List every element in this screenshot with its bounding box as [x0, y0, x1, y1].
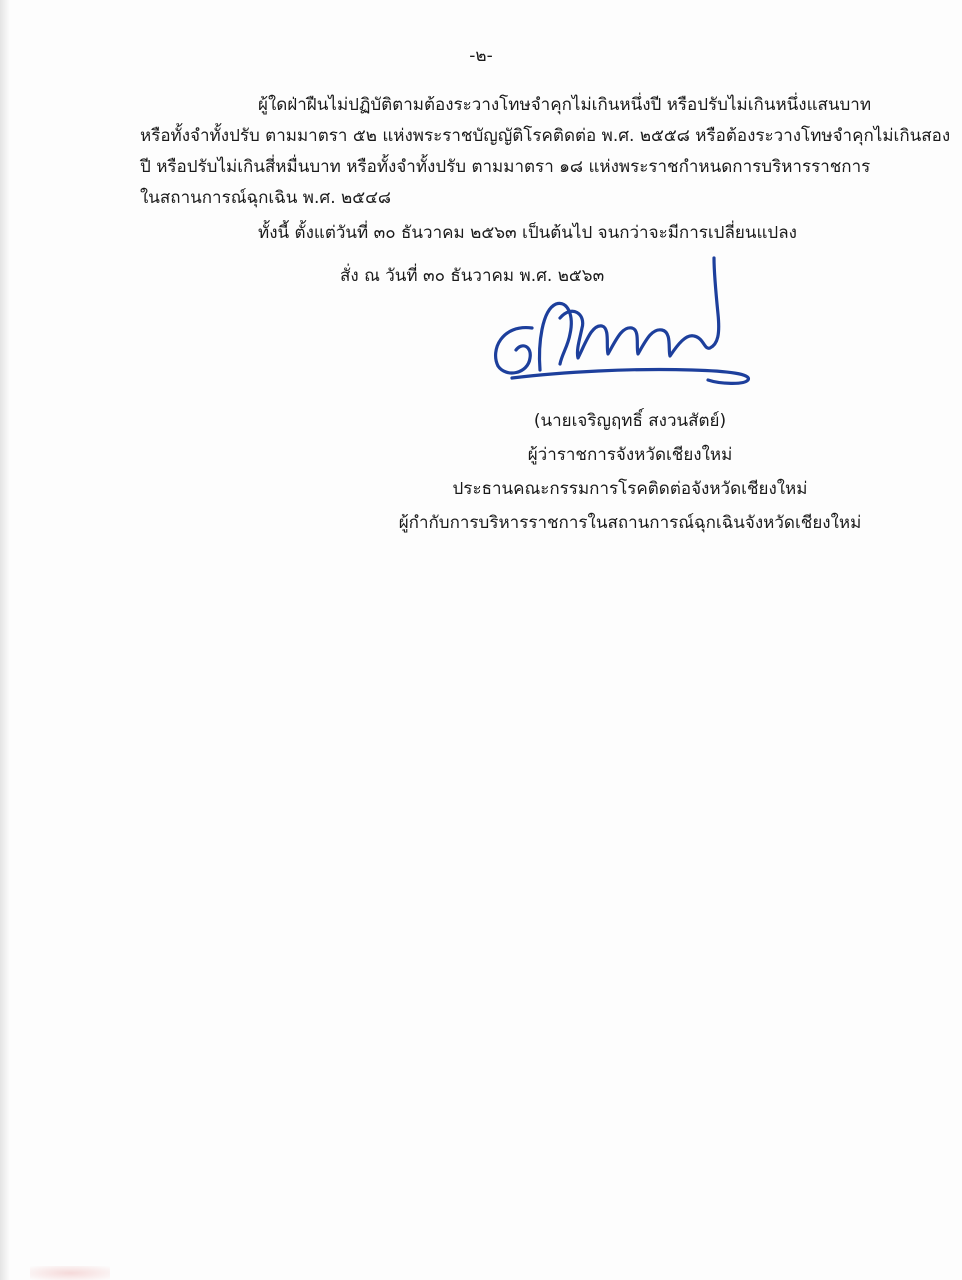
order-date: สั่ง ณ วันที่ ๓๐ ธันวาคม พ.ศ. ๒๕๖๓: [340, 266, 605, 286]
paragraph-line: ในสถานการณ์ฉุกเฉิน พ.ศ. ๒๕๔๘: [140, 188, 392, 208]
signatory-title: ผู้ว่าราชการจังหวัดเชียงใหม่: [527, 445, 733, 465]
signatory-block: [330, 404, 930, 540]
scan-corner-mark: [30, 1266, 110, 1280]
signatory-title: ผู้กำกับการบริหารราชการในสถานการณ์ฉุกเฉินจังหวัดเชียงใหม่: [398, 513, 862, 533]
paragraph-line: ปี หรือปรับไม่เกินสี่หมื่นบาท หรือทั้งจำทั้งปรับ ตามมาตรา ๑๘ แห่งพระราชกำหนดการบริหารราชการ: [140, 157, 871, 177]
paragraph-line: หรือทั้งจำทั้งปรับ ตามมาตรา ๕๒ แห่งพระราชบัญญัติโรคติดต่อ พ.ศ. ๒๕๕๘ หรือต้องระวางโทษจำคุกไม่เกินสอง: [140, 126, 951, 146]
paragraph-line: ผู้ใดฝ่าฝืนไม่ปฏิบัติตามต้องระวางโทษจำคุกไม่เกินหนึ่งปี หรือปรับไม่เกินหนึ่งแสนบาท: [258, 95, 872, 115]
page-number: -๒-: [469, 46, 493, 66]
effective-date-paragraph: ทั้งนี้ ตั้งแต่วันที่ ๓๐ ธันวาคม ๒๕๖๓ เป็นต้นไป จนกว่าจะมีการเปลี่ยนแปลง: [258, 223, 797, 243]
penalty-paragraph: [140, 90, 951, 214]
handwritten-signature: [482, 254, 762, 389]
signatory-name: (นายเจริญฤทธิ์ สงวนสัตย์): [533, 411, 727, 431]
signatory-title: ประธานคณะกรรมการโรคติดต่อจังหวัดเชียงใหม่: [452, 479, 808, 499]
scan-edge-shadow: [0, 0, 10, 1280]
